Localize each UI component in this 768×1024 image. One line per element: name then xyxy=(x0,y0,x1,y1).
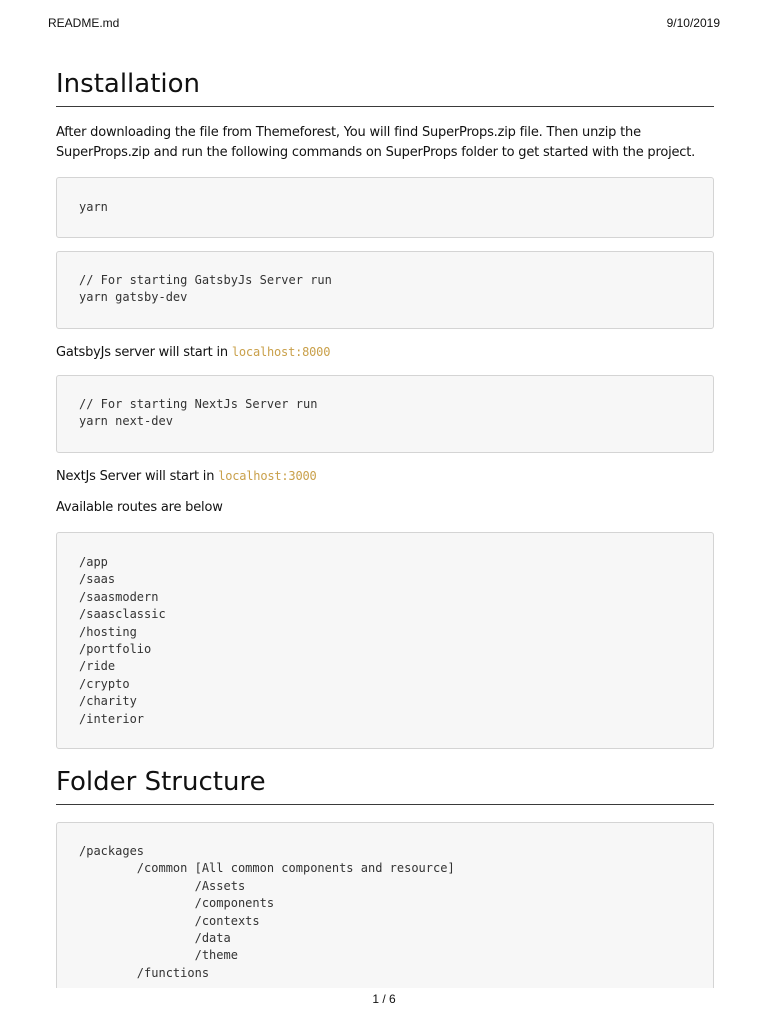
code-next: // For starting NextJs Server run yarn next-dev xyxy=(79,397,318,429)
print-file-name: README.md xyxy=(48,16,120,30)
folder-structure-heading: Folder Structure xyxy=(56,766,714,805)
code-routes: /app /saas /saasmodern /saasclassic /hosting /portfolio /ride /crypto /charity /interior xyxy=(79,555,166,726)
code-yarn: yarn xyxy=(79,200,108,214)
document-content xyxy=(56,0,714,988)
installation-intro: After downloading the file from Themeforest, You will find SuperProps.zip file. Then unzip the SuperProps.zip and run the following commands on SuperProps folder to get started with the project. xyxy=(56,125,696,160)
code-gatsby: // For starting GatsbyJs Server run yarn gatsby-dev xyxy=(79,273,332,305)
code-folder-tree: /packages /common [All common components and resource] /Assets /components /contexts /data /theme /functions xyxy=(79,844,455,980)
page-number: 1 / 6 xyxy=(372,992,396,1006)
next-localhost-code: localhost:3000 xyxy=(218,469,317,483)
gatsby-localhost-code: localhost:8000 xyxy=(231,345,331,359)
routes-intro: Available routes are below xyxy=(56,500,223,515)
code-block-yarn xyxy=(56,177,714,238)
code-block-routes xyxy=(56,532,714,749)
installation-heading: Installation xyxy=(56,68,714,107)
gatsby-server-note xyxy=(56,342,330,363)
print-date: 9/10/2019 xyxy=(666,16,720,30)
code-block-folder-tree xyxy=(56,822,714,988)
code-block-gatsby xyxy=(56,251,714,329)
gatsby-server-text: GatsbyJs server will start in xyxy=(56,345,232,360)
next-server-note xyxy=(56,466,317,487)
next-server-text: NextJs Server will start in xyxy=(56,469,219,484)
code-block-next xyxy=(56,375,714,453)
